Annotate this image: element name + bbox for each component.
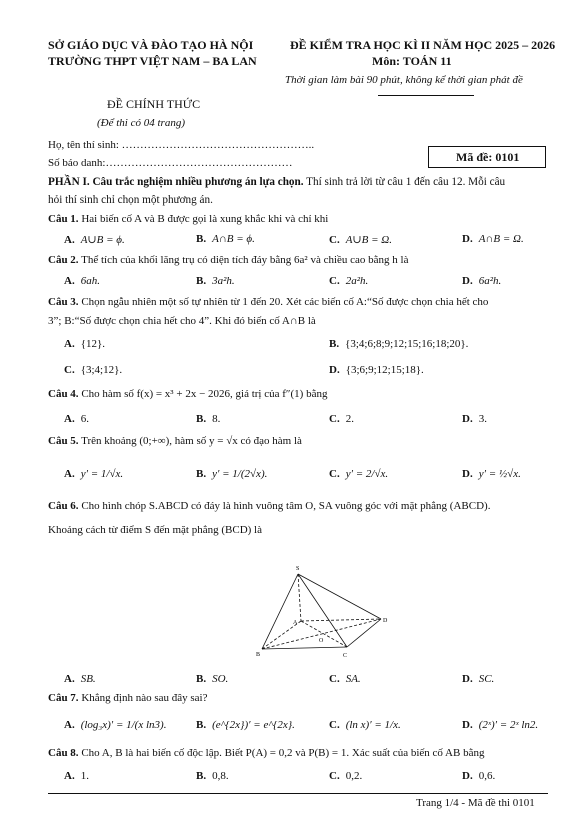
q7-option-c[interactable]: C. (ln x)′ = 1/x. (329, 719, 401, 731)
q8-option-d[interactable]: D. 0,6. (462, 770, 496, 782)
label-s: S (296, 566, 300, 572)
label-o: O (319, 638, 324, 644)
pages-note: (Để thi có 04 trang) (97, 117, 185, 129)
q6-option-a[interactable]: A. SB. (64, 673, 96, 685)
question-6: Câu 6. Cho hình chóp S.ABCD có đáy là hình vuông tâm O, SA vuông góc với mặt phẳng (ABCD). (48, 500, 491, 512)
q2-option-a[interactable]: A. 6ah. (64, 275, 100, 287)
q5-option-c[interactable]: C. y′ = 2/√x. (329, 468, 389, 480)
q4-option-b[interactable]: B. 8. (196, 413, 221, 425)
q6-option-c[interactable]: C. SA. (329, 673, 361, 685)
q8-option-a[interactable]: A. 1. (64, 770, 89, 782)
q3-option-b[interactable]: B. {3;4;6;8;9;12;15;16;18;20}. (329, 338, 469, 350)
q2-option-c[interactable]: C. 2a²h. (329, 275, 369, 287)
part1-instructions (48, 176, 505, 188)
q5-option-b[interactable]: B. y′ = 1/(2√x). (196, 468, 268, 480)
question-5: Câu 5. Trên khoảng (0;+∞), hàm số y = √x có đạo hàm là (48, 435, 302, 447)
question-1: Câu 1. Hai biến cố A và B được gọi là xung khắc khi và chỉ khi (48, 213, 329, 225)
q7-option-b[interactable]: B. (e^{2x})′ = e^{2x}. (196, 719, 295, 731)
q1-option-d[interactable]: D. A∩B = Ω. (462, 233, 524, 245)
q5-option-d[interactable]: D. y′ = ½√x. (462, 468, 521, 480)
q1-option-c[interactable]: C. A∪B = Ω. (329, 234, 392, 246)
q6-option-b[interactable]: B. SO. (196, 673, 229, 685)
question-2: Câu 2. Thể tích của khối lăng trụ có diện tích đáy bằng 6a² và chiều cao bằng h là (48, 254, 409, 266)
school-name: TRƯỜNG THPT VIỆT NAM – BA LAN (48, 54, 257, 68)
q3-option-c[interactable]: C. {3;4;12}. (64, 364, 123, 376)
question-6-line2: Khoảng cách từ điểm S đến mặt phẳng (BCD) là (48, 524, 262, 536)
q1-option-a[interactable]: A. A∪B = ϕ. (64, 234, 125, 246)
q3-option-a[interactable]: A. {12}. (64, 338, 106, 350)
footer-rule (48, 793, 548, 794)
page-footer: Trang 1/4 - Mã đề thi 0101 (416, 797, 535, 809)
q4-option-a[interactable]: A. 6. (64, 413, 89, 425)
q3-option-d[interactable]: D. {3;6;9;12;15;18}. (329, 364, 424, 376)
q8-option-c[interactable]: C. 0,2. (329, 770, 363, 782)
label-a: A (293, 620, 298, 626)
candidate-name-field: Họ, tên thí sinh: …………………………………………….. (48, 139, 315, 151)
exam-title: ĐỀ KIỂM TRA HỌC KÌ II NĂM HỌC 2025 – 2026 (290, 38, 556, 52)
question-3-line2: 3”; B:“Số được chọn chia hết cho 4”. Khi đó biến cố A∩B là (48, 315, 316, 327)
official-label: ĐỀ CHÍNH THỨC (107, 97, 201, 111)
q4-option-d[interactable]: D. 3. (462, 413, 487, 425)
header-underline (378, 95, 474, 96)
q7-option-d[interactable]: D. (2ˣ)′ = 2ˣ ln2. (462, 719, 539, 731)
q8-option-b[interactable]: B. 0,8. (196, 770, 229, 782)
time-note: Thời gian làm bài 90 phút, không kể thời gian phát đề (285, 74, 523, 86)
question-3: Câu 3. Chọn ngẫu nhiên một số tự nhiên từ 1 đến 20. Xét các biến cố A:“Số được chọn chia hết cho (48, 296, 489, 308)
q2-option-d[interactable]: D. 6a²h. (462, 275, 502, 287)
department-name: SỞ GIÁO DỤC VÀ ĐÀO TẠO HÀ NỘI (48, 38, 254, 52)
part1-instr2: hỏi thí sinh chỉ chọn một phương án. (48, 194, 213, 206)
question-8: Câu 8. Cho A, B là hai biến cố độc lập. Biết P(A) = 0,2 và P(B) = 1. Xác suất của biến cố AB bằng (48, 747, 485, 759)
exam-code: Mã đề: 0101 (456, 150, 520, 164)
pyramid-figure (255, 560, 395, 668)
question-7: Câu 7. Khẳng định nào sau đây sai? (48, 692, 208, 704)
question-4: Câu 4. Cho hàm số f(x) = x³ + 2x − 2026, giá trị của f″(1) bằng (48, 388, 328, 400)
q2-option-b[interactable]: B. 3a²h. (196, 275, 235, 287)
q5-option-a[interactable]: A. y′ = 1/√x. (64, 468, 124, 480)
candidate-id-field: Số báo danh:…………………………………………… (48, 157, 293, 169)
part1-title: PHẦN I. Câu trắc nghiệm nhiều phương án lựa chọn. (48, 176, 304, 188)
label-c: C (343, 653, 348, 659)
exam-code-box (428, 146, 546, 168)
part1-instr1: Thí sinh trả lời từ câu 1 đến câu 12. Mỗi câu (303, 176, 506, 188)
q1-option-b[interactable]: B. A∩B = ϕ. (196, 233, 255, 245)
q6-option-d[interactable]: D. SC. (462, 673, 495, 685)
label-b: B (256, 652, 261, 658)
label-d: D (383, 618, 388, 624)
q4-option-c[interactable]: C. 2. (329, 413, 354, 425)
subject: Môn: TOÁN 11 (372, 54, 452, 68)
q7-option-a[interactable]: A. (log₃x)′ = 1/(x ln3). (64, 719, 167, 731)
